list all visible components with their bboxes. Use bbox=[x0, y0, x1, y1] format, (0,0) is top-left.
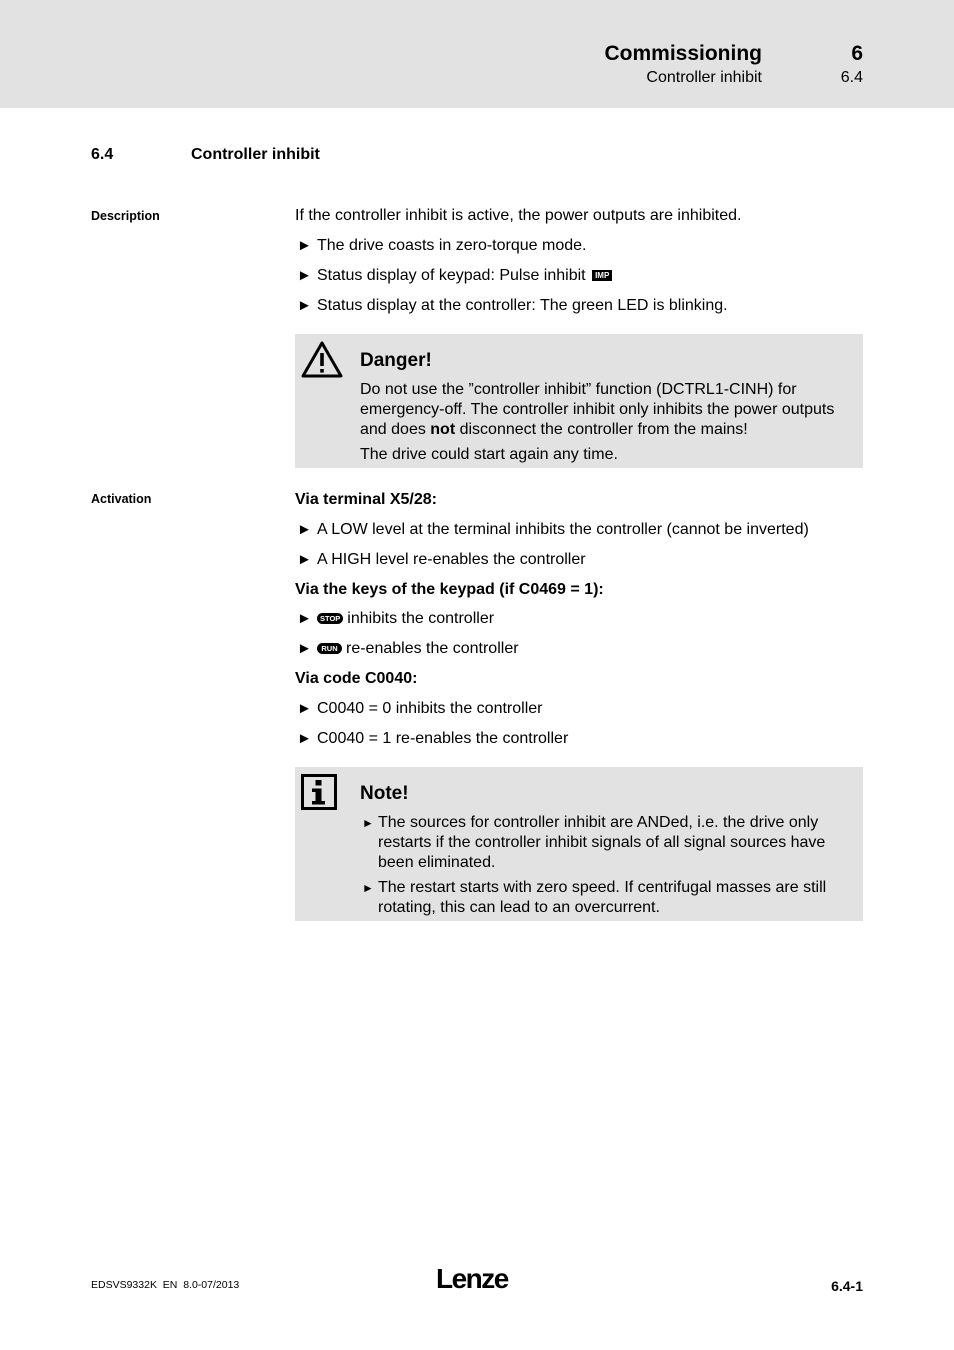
list-item: ► The sources for controller inhibit are ANDed, i.e. the drive only restarts if the controller inhibit signals of all signal sources have been eliminated. bbox=[362, 814, 826, 871]
list-item: ► C0040 = 1 re-enables the controller bbox=[297, 730, 569, 747]
page-header bbox=[0, 0, 954, 108]
section-number: 6.4 bbox=[91, 146, 114, 163]
stop-key-icon: STOP bbox=[317, 613, 343, 624]
danger-text: Do not use the ”controller inhibit” function (DCTRL1-CINH) for emergency-off. The controller inhibit only inhibits the power outputs and does not disconnect the controller from the mains! bbox=[360, 381, 835, 438]
document-id: EDSVS9332K EN 8.0-07/2013 bbox=[91, 1279, 240, 1291]
section-title: Controller inhibit bbox=[191, 146, 320, 163]
list-item: ► C0040 = 0 inhibits the controller bbox=[297, 700, 543, 717]
description-label: Description bbox=[91, 209, 160, 223]
note-title: Note! bbox=[360, 783, 409, 804]
bullet-arrow-icon: ► bbox=[297, 640, 312, 657]
info-icon bbox=[301, 774, 337, 810]
note-box bbox=[295, 767, 863, 921]
chapter-number: 6 bbox=[851, 42, 863, 65]
keypad-heading: Via the keys of the keypad (if C0469 = 1): bbox=[295, 581, 604, 598]
list-item: ► A HIGH level re-enables the controller bbox=[297, 551, 586, 568]
activation-label: Activation bbox=[91, 492, 152, 506]
code-heading: Via code C0040: bbox=[295, 670, 418, 687]
description-intro: If the controller inhibit is active, the power outputs are inhibited. bbox=[295, 207, 742, 224]
warning-triangle-icon bbox=[301, 341, 343, 378]
terminal-heading: Via terminal X5/28: bbox=[295, 491, 437, 508]
danger-box bbox=[295, 334, 863, 468]
bullet-arrow-icon: ► bbox=[362, 816, 374, 830]
bullet-arrow-icon: ► bbox=[297, 551, 312, 568]
danger-text-2: The drive could start again any time. bbox=[360, 446, 618, 463]
bullet-arrow-icon: ► bbox=[297, 237, 312, 254]
run-key-icon: RUN bbox=[317, 643, 342, 654]
list-item: ► STOP inhibits the controller bbox=[297, 610, 495, 627]
danger-title: Danger! bbox=[360, 350, 432, 371]
bullet-arrow-icon: ► bbox=[362, 881, 374, 895]
page-number: 6.4-1 bbox=[831, 1278, 863, 1294]
header-section-number: 6.4 bbox=[840, 69, 863, 86]
list-item: ► A LOW level at the terminal inhibits the controller (cannot be inverted) bbox=[297, 521, 809, 538]
bullet-arrow-icon: ► bbox=[297, 297, 312, 314]
bullet-arrow-icon: ► bbox=[297, 267, 312, 284]
bullet-arrow-icon: ► bbox=[297, 521, 312, 538]
list-item: ► RUN re-enables the controller bbox=[297, 640, 519, 657]
list-item: ► The drive coasts in zero-torque mode. bbox=[297, 237, 587, 254]
list-item: ► Status display at the controller: The green LED is blinking. bbox=[297, 297, 728, 314]
imp-status-icon: IMP bbox=[592, 270, 612, 281]
list-item: ► Status display of keypad: Pulse inhibit IMP bbox=[297, 267, 612, 285]
list-item: ► The restart starts with zero speed. If centrifugal masses are still rotating, this can lead to an overcurrent. bbox=[362, 879, 827, 916]
bullet-arrow-icon: ► bbox=[297, 730, 312, 747]
bullet-arrow-icon: ► bbox=[297, 610, 312, 627]
chapter-title: Commissioning bbox=[604, 42, 762, 65]
lenze-logo: Lenze bbox=[436, 1263, 508, 1294]
header-section-title: Controller inhibit bbox=[646, 69, 762, 86]
bullet-arrow-icon: ► bbox=[297, 700, 312, 717]
